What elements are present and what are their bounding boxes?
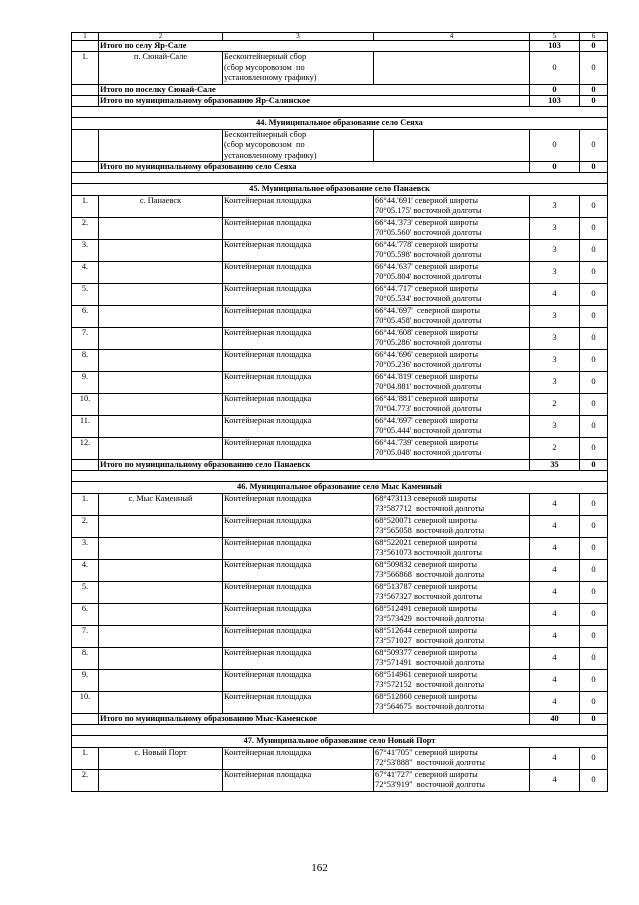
- container-count: 4: [530, 537, 580, 559]
- container-count: 4: [530, 581, 580, 603]
- coordinates: 66°44.'691' северной широты 70°05.175' восточной долготы: [374, 195, 530, 217]
- row-number: 10.: [72, 393, 99, 415]
- collection-type: Контейнерная площадка: [223, 647, 374, 669]
- planned-count: 0: [580, 261, 608, 283]
- column-number: 3: [223, 33, 374, 41]
- planned-count: 0: [580, 713, 608, 724]
- row-number-cell: [72, 459, 99, 470]
- collection-type: Контейнерная площадка: [223, 371, 374, 393]
- coordinates: 66°44.'819' северной широты 70°04.881' восточной долготы: [374, 371, 530, 393]
- planned-count: 0: [580, 625, 608, 647]
- column-number: 4: [374, 33, 530, 41]
- collection-type: Контейнерная площадка: [223, 769, 374, 791]
- planned-count: 0: [580, 437, 608, 459]
- settlement-name: [99, 537, 223, 559]
- collection-type: Контейнерная площадка: [223, 305, 374, 327]
- container-count: 4: [530, 769, 580, 791]
- collection-type: Контейнерная площадка: [223, 747, 374, 769]
- collection-type: Контейнерная площадка: [223, 239, 374, 261]
- table-row: [72, 349, 608, 371]
- section-heading-row: [72, 736, 608, 747]
- planned-count: 0: [580, 129, 608, 161]
- row-number-cell: [72, 162, 99, 173]
- planned-count: 0: [580, 371, 608, 393]
- table-row: [72, 691, 608, 713]
- subtotal-row: [72, 713, 608, 724]
- collection-type: Контейнерная площадка: [223, 515, 374, 537]
- container-count: 40: [530, 713, 580, 724]
- table-row: [72, 305, 608, 327]
- row-number: 1.: [72, 195, 99, 217]
- coordinates: 66°44.'373' северной широты 70°05.560' восточной долготы: [374, 217, 530, 239]
- column-number: 5: [530, 33, 580, 41]
- settlement-name: [99, 327, 223, 349]
- collection-type: Контейнерная площадка: [223, 349, 374, 371]
- collection-type: Контейнерная площадка: [223, 493, 374, 515]
- coordinates: 68°512860 северной широты 73°564675 восточной долготы: [374, 691, 530, 713]
- container-count: 3: [530, 217, 580, 239]
- settlement-name: [99, 647, 223, 669]
- table-row: [72, 283, 608, 305]
- container-count: 4: [530, 283, 580, 305]
- subtotal-label: Итого по муниципальному образованию село Сеяха: [99, 162, 530, 173]
- subtotal-label: Итого по поселку Сюнай-Сале: [99, 84, 530, 95]
- settlement-name: [99, 769, 223, 791]
- section-heading-row: [72, 118, 608, 129]
- planned-count: 0: [580, 283, 608, 305]
- settlement-name: [99, 581, 223, 603]
- collection-type: Контейнерная площадка: [223, 415, 374, 437]
- coordinates: [374, 52, 530, 84]
- section-heading: 46. Муниципальное образование село Мыс Каменный: [72, 482, 608, 493]
- container-count: 4: [530, 603, 580, 625]
- coordinates: 68°522021 северной широты 73°561073 восточной долготы: [374, 537, 530, 559]
- collection-type: Контейнерная площадка: [223, 691, 374, 713]
- settlement-name: [99, 669, 223, 691]
- page-number: 162: [311, 862, 328, 874]
- collection-type: Контейнерная площадка: [223, 581, 374, 603]
- coordinates: 66°44.'881' северной широты 70°04.773' восточной долготы: [374, 393, 530, 415]
- settlement-name: [99, 283, 223, 305]
- planned-count: 0: [580, 415, 608, 437]
- table-body: [72, 33, 608, 792]
- collection-type: Контейнерная площадка: [223, 559, 374, 581]
- container-count: 3: [530, 305, 580, 327]
- table-row: [72, 217, 608, 239]
- settlement-name: п. Сюнай-Сале: [99, 52, 223, 84]
- section-heading-row: [72, 184, 608, 195]
- planned-count: 0: [580, 239, 608, 261]
- coordinates: 66°44.'739' северной широты 70°05.048' восточной долготы: [374, 437, 530, 459]
- container-count: 3: [530, 349, 580, 371]
- table-row: [72, 327, 608, 349]
- coordinates: 66°44.'637' северной широты 70°05.804' восточной долготы: [374, 261, 530, 283]
- row-number: 5.: [72, 283, 99, 305]
- spacer-row: [72, 725, 608, 736]
- planned-count: 0: [580, 493, 608, 515]
- container-count: 4: [530, 493, 580, 515]
- spacer-cell: [72, 173, 608, 184]
- row-number: 8.: [72, 349, 99, 371]
- settlement-name: [99, 239, 223, 261]
- planned-count: 0: [580, 515, 608, 537]
- container-count: 2: [530, 437, 580, 459]
- row-number: 2.: [72, 217, 99, 239]
- row-number: 1.: [72, 52, 99, 84]
- planned-count: 0: [580, 669, 608, 691]
- spacer-cell: [72, 725, 608, 736]
- coordinates: 68°473113 северной широты 73°587712 восточной долготы: [374, 493, 530, 515]
- settlement-name: [99, 559, 223, 581]
- settlement-name: [99, 515, 223, 537]
- subtotal-label: Итого по селу Яр-Сале: [99, 41, 530, 52]
- subtotal-row: [72, 84, 608, 95]
- spacer-row: [72, 107, 608, 118]
- collection-type: Контейнерная площадка: [223, 217, 374, 239]
- container-count: 4: [530, 647, 580, 669]
- container-count: 3: [530, 195, 580, 217]
- settlement-name: с. Мыс Каменный: [99, 493, 223, 515]
- row-number-cell: [72, 713, 99, 724]
- planned-count: 0: [580, 691, 608, 713]
- planned-count: 0: [580, 195, 608, 217]
- table-row: [72, 371, 608, 393]
- row-number: 3.: [72, 537, 99, 559]
- table-row: [72, 581, 608, 603]
- settlement-name: [99, 371, 223, 393]
- table-row: [72, 669, 608, 691]
- table-row: [72, 559, 608, 581]
- planned-count: 0: [580, 581, 608, 603]
- table-row: [72, 239, 608, 261]
- planned-count: 0: [580, 537, 608, 559]
- container-count: 4: [530, 515, 580, 537]
- table-row: [72, 195, 608, 217]
- coordinates: 67°41'705" северной широты 72°53'888" восточной долготы: [374, 747, 530, 769]
- table-row: [72, 747, 608, 769]
- row-number: 10.: [72, 691, 99, 713]
- collection-type: Контейнерная площадка: [223, 393, 374, 415]
- settlement-name: [99, 305, 223, 327]
- row-number: 6.: [72, 305, 99, 327]
- row-number: 9.: [72, 669, 99, 691]
- planned-count: 0: [580, 52, 608, 84]
- coordinates: 66°44.'697' северной широты 70°05.444' восточной долготы: [374, 415, 530, 437]
- spacer-row: [72, 471, 608, 482]
- settlement-name: с. Новый Порт: [99, 747, 223, 769]
- section-heading: 44. Муниципальное образование село Сеяха: [72, 118, 608, 129]
- table-row: [72, 515, 608, 537]
- coordinates: 68°513787 северной широты 73°567327 восточной долготы: [374, 581, 530, 603]
- row-number: 2.: [72, 769, 99, 791]
- planned-count: 0: [580, 603, 608, 625]
- row-number-cell: [72, 96, 99, 107]
- container-count: 4: [530, 747, 580, 769]
- planned-count: 0: [580, 349, 608, 371]
- row-number: 7.: [72, 625, 99, 647]
- column-number: 1: [72, 33, 99, 41]
- table-row: [72, 129, 608, 161]
- planned-count: 0: [580, 647, 608, 669]
- container-count: 4: [530, 625, 580, 647]
- table-row: [72, 393, 608, 415]
- row-number: 4.: [72, 261, 99, 283]
- coordinates: 67°41'727" северной широты 72°53'919" восточной долготы: [374, 769, 530, 791]
- coordinates: 66°44.'778' северной широты 70°05.598' восточной долготы: [374, 239, 530, 261]
- settlement-name: [99, 625, 223, 647]
- collection-type: Контейнерная площадка: [223, 603, 374, 625]
- planned-count: 0: [580, 747, 608, 769]
- table-row: [72, 537, 608, 559]
- settlement-name: [99, 217, 223, 239]
- coordinates: 68°512491 северной широты 73°573429 восточной долготы: [374, 603, 530, 625]
- container-count: 3: [530, 261, 580, 283]
- collection-type: Контейнерная площадка: [223, 537, 374, 559]
- column-number: 2: [99, 33, 223, 41]
- container-count: 103: [530, 96, 580, 107]
- subtotal-row: [72, 41, 608, 52]
- planned-count: 0: [580, 769, 608, 791]
- container-count: 0: [530, 52, 580, 84]
- coordinates: 68°514961 северной широты 73°572152 восточной долготы: [374, 669, 530, 691]
- collection-type: Контейнерная площадка: [223, 625, 374, 647]
- table-row: [72, 769, 608, 791]
- row-number: 11.: [72, 415, 99, 437]
- coordinates: 66°44.'697' северной широты 70°05.458' восточной долготы: [374, 305, 530, 327]
- table-row: [72, 415, 608, 437]
- waste-sites-table: [71, 32, 608, 792]
- section-heading: 45. Муниципальное образование село Панаевск: [72, 184, 608, 195]
- settlement-name: [99, 603, 223, 625]
- table-row: [72, 647, 608, 669]
- settlement-name: [99, 393, 223, 415]
- container-count: 2: [530, 393, 580, 415]
- row-number: 12.: [72, 437, 99, 459]
- container-count: 3: [530, 239, 580, 261]
- coordinates: 68°509832 северной широты 73°566868 восточной долготы: [374, 559, 530, 581]
- table-row: [72, 625, 608, 647]
- subtotal-row: [72, 459, 608, 470]
- planned-count: 0: [580, 305, 608, 327]
- row-number-cell: [72, 84, 99, 95]
- subtotal-label: Итого по муниципальному образованию село Панаевск: [99, 459, 530, 470]
- settlement-name: [99, 261, 223, 283]
- container-count: 35: [530, 459, 580, 470]
- planned-count: 0: [580, 41, 608, 52]
- section-heading: 47. Муниципальное образование село Новый Порт: [72, 736, 608, 747]
- coordinates: 66°44.'608' северной широты 70°05.286' восточной долготы: [374, 327, 530, 349]
- container-count: 4: [530, 691, 580, 713]
- settlement-name: [99, 691, 223, 713]
- planned-count: 0: [580, 459, 608, 470]
- spacer-cell: [72, 471, 608, 482]
- collection-type: Бесконтейнерный сбор (сбор мусоровозом по установленному графику): [223, 52, 374, 84]
- column-number: 6: [580, 33, 608, 41]
- container-count: 3: [530, 371, 580, 393]
- row-number: 3.: [72, 239, 99, 261]
- table-row: [72, 261, 608, 283]
- container-count: 3: [530, 327, 580, 349]
- container-count: 0: [530, 84, 580, 95]
- container-count: 4: [530, 559, 580, 581]
- collection-type: Контейнерная площадка: [223, 669, 374, 691]
- table-row: [72, 52, 608, 84]
- planned-count: 0: [580, 96, 608, 107]
- row-number: 4.: [72, 559, 99, 581]
- planned-count: 0: [580, 393, 608, 415]
- planned-count: 0: [580, 217, 608, 239]
- spacer-row: [72, 173, 608, 184]
- subtotal-row: [72, 162, 608, 173]
- row-number: 2.: [72, 515, 99, 537]
- row-number: 7.: [72, 327, 99, 349]
- planned-count: 0: [580, 559, 608, 581]
- coordinates: 68°509377 северной широты 73°571491 восточной долготы: [374, 647, 530, 669]
- collection-type: Контейнерная площадка: [223, 437, 374, 459]
- table-row: [72, 437, 608, 459]
- row-number: 1.: [72, 493, 99, 515]
- table-row: [72, 493, 608, 515]
- row-number-cell: [72, 41, 99, 52]
- row-number: [72, 129, 99, 161]
- collection-type: Контейнерная площадка: [223, 283, 374, 305]
- collection-type: Контейнерная площадка: [223, 195, 374, 217]
- container-count: 3: [530, 415, 580, 437]
- spacer-cell: [72, 107, 608, 118]
- planned-count: 0: [580, 162, 608, 173]
- table-row: [72, 603, 608, 625]
- settlement-name: [99, 415, 223, 437]
- collection-type: Контейнерная площадка: [223, 261, 374, 283]
- container-count: 103: [530, 41, 580, 52]
- row-number: 5.: [72, 581, 99, 603]
- coordinates: 66°44.'696' северной широты 70°05.236' восточной долготы: [374, 349, 530, 371]
- settlement-name: [99, 349, 223, 371]
- planned-count: 0: [580, 84, 608, 95]
- row-number: 9.: [72, 371, 99, 393]
- row-number: 8.: [72, 647, 99, 669]
- row-number: 1.: [72, 747, 99, 769]
- settlement-name: с. Панаевск: [99, 195, 223, 217]
- collection-type: Контейнерная площадка: [223, 327, 374, 349]
- container-count: 4: [530, 669, 580, 691]
- settlement-name: [99, 437, 223, 459]
- column-number-row: [72, 33, 608, 41]
- subtotal-label: Итого по муниципальному образованию Мыс-Каменское: [99, 713, 530, 724]
- coordinates: 66°44.'717' северной широты 70°05.534' восточной долготы: [374, 283, 530, 305]
- coordinates: 68°512644 северной широты 73°571027 восточной долготы: [374, 625, 530, 647]
- coordinates: 68°520071 северной широты 73°565058 восточной долготы: [374, 515, 530, 537]
- subtotal-label: Итого по муниципальному образованию Яр-Салинское: [99, 96, 530, 107]
- settlement-name: [99, 129, 223, 161]
- container-count: 0: [530, 129, 580, 161]
- row-number: 6.: [72, 603, 99, 625]
- coordinates: [374, 129, 530, 161]
- subtotal-row: [72, 96, 608, 107]
- container-count: 0: [530, 162, 580, 173]
- collection-type: Бесконтейнерный сбор (сбор мусоровозом по установленному графику): [223, 129, 374, 161]
- section-heading-row: [72, 482, 608, 493]
- planned-count: 0: [580, 327, 608, 349]
